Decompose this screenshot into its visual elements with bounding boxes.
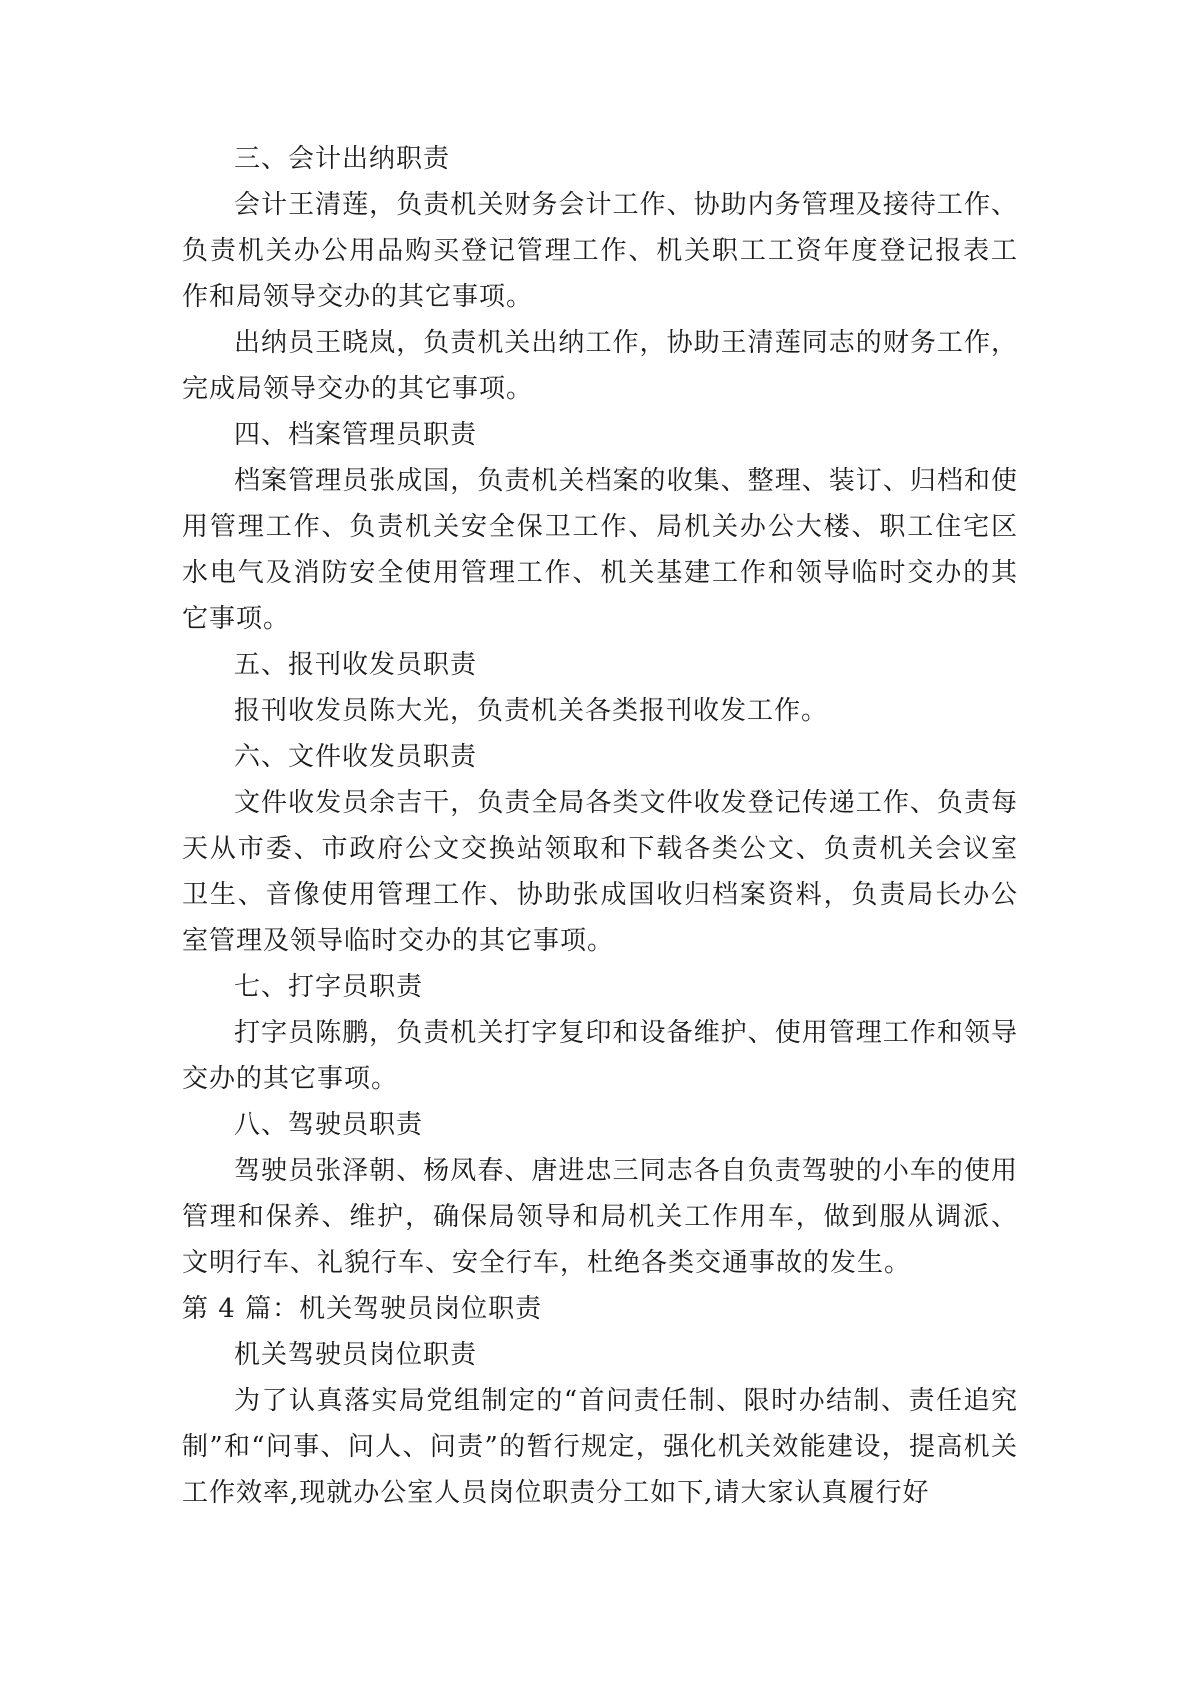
section-heading-archives: 四、档案管理员职责 [234, 420, 478, 450]
section-heading-driver: 八、驾驶员职责 [234, 1110, 424, 1140]
article-title: 第 4 篇：机关驾驶员岗位职责 [182, 1294, 543, 1324]
article-subtitle: 机关驾驶员岗位职责 [234, 1340, 478, 1370]
document-page [182, 136, 1018, 1516]
section-heading-typist: 七、打字员职责 [234, 972, 424, 1002]
paragraph-typist: 打字员陈鹏，负责机关打字复印和设备维护、使用管理工作和领导交办的其它事项。 [182, 1018, 1018, 1094]
section-heading-newspaper: 五、报刊收发员职责 [234, 650, 478, 680]
section-heading-documents: 六、文件收发员职责 [234, 742, 478, 772]
paragraph-drivers: 驾驶员张泽朝、杨凤春、唐进忠三同志各自负责驾驶的小车的使用管理和保养、维护，确保局领导和局机关工作用车，做到服从调派、文明行车、礼貌行车、安全行车，杜绝各类交通事故的发生。 [182, 1156, 1018, 1278]
paragraph-accountant: 会计王清莲，负责机关财务会计工作、协助内务管理及接待工作、负责机关办公用品购买登记管理工作、机关职工工资年度登记报表工作和局领导交办的其它事项。 [182, 190, 1018, 312]
section-heading-accounting: 三、会计出纳职责 [234, 144, 451, 174]
paragraph-cashier: 出纳员王晓岚，负责机关出纳工作，协助王清莲同志的财务工作，完成局领导交办的其它事项。 [182, 328, 1018, 404]
paragraph-document-clerk: 文件收发员余吉干，负责全局各类文件收发登记传递工作、负责每天从市委、市政府公文交换站领取和下载各类公文、负责机关会议室卫生、音像使用管理工作、协助张成国收归档案资料，负责局长办公室管理及领导临时交办的其它事项。 [182, 788, 1018, 956]
paragraph-intro: 为了认真落实局党组制定的“首问责任制、限时办结制、责任追究制”和“问事、问人、问责”的暂行规定，强化机关效能建设，提高机关工作效率,现就办公室人员岗位职责分工如下,请大家认真履行好 [182, 1386, 1018, 1508]
paragraph-newspaper-clerk: 报刊收发员陈大光，负责机关各类报刊收发工作。 [234, 696, 829, 726]
paragraph-archivist: 档案管理员张成国，负责机关档案的收集、整理、装订、归档和使用管理工作、负责机关安全保卫工作、局机关办公大楼、职工住宅区水电气及消防安全使用管理工作、机关基建工作和领导临时交办的其它事项。 [182, 466, 1018, 634]
